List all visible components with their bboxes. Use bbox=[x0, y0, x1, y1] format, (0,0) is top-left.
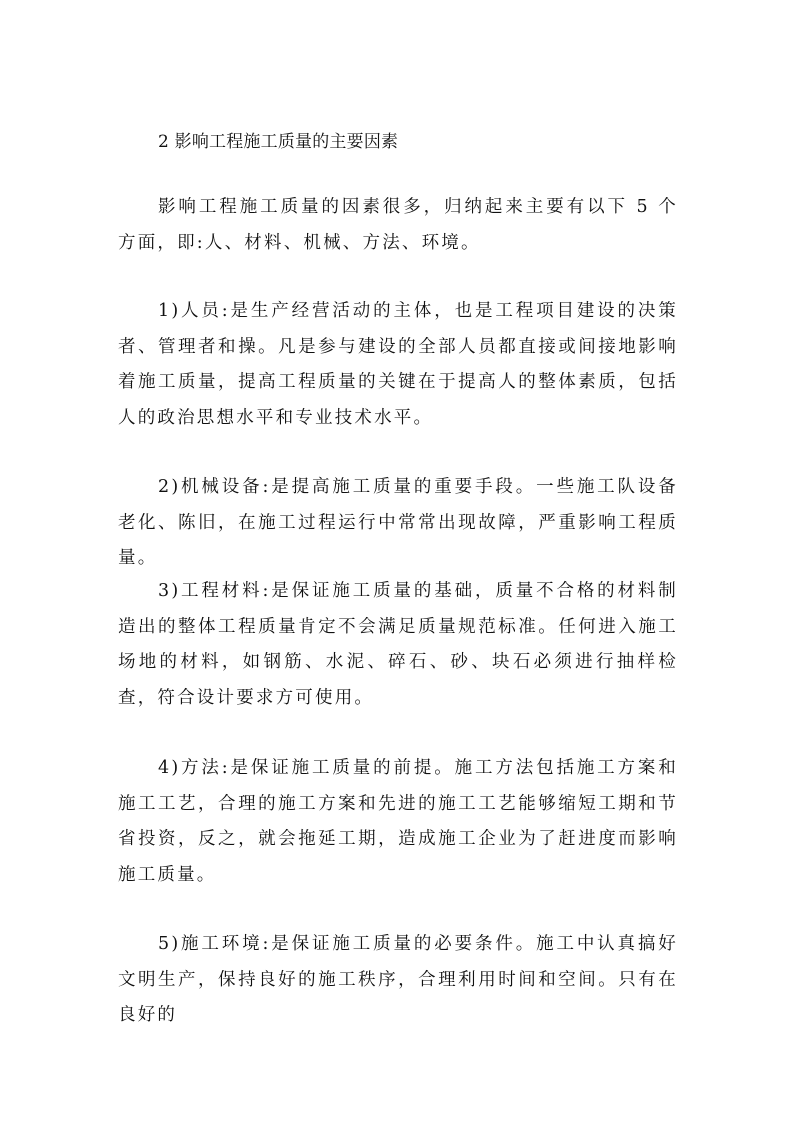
paragraph-methods: 4)方法:是保证施工质量的前提。施工方法包括施工方案和施工工艺，合理的施工方案和先进的施工工艺能够缩短工期和节省投资，反之，就会拖延工期，造成施工企业为了赶进度而影响施工质量。 bbox=[118, 758, 678, 885]
paragraph-intro: 影响工程施工质量的因素很多，归纳起来主要有以下 5 个方面，即:人、材料、机械、方法、环境。 bbox=[118, 197, 678, 253]
paragraph-materials: 3)工程材料:是保证施工质量的基础，质量不合格的材料制造出的整体工程质量肯定不会满足质量规范标准。任何进入施工场地的材料，如钢筋、水泥、碎石、砂、块石必须进行抽样检查，符合设计要求方可使用。 bbox=[118, 581, 678, 708]
paragraph-environment: 5)施工环境:是保证施工质量的必要条件。施工中认真搞好文明生产，保持良好的施工秩序，合理利用时间和空间。只有在良好的 bbox=[118, 934, 678, 1025]
section-heading: 2 影响工程施工质量的主要因素 bbox=[158, 132, 399, 152]
paragraph-machinery: 2)机械设备:是提高施工质量的重要手段。一些施工队设备老化、陈旧，在施工过程运行中常常出现故障，严重影响工程质量。 bbox=[118, 477, 678, 568]
paragraph-personnel: 1)人员:是生产经营活动的主体，也是工程项目建设的决策者、管理者和操。凡是参与建设的全部人员都直接或间接地影响着施工质量，提高工程质量的关键在于提高人的整体素质，包括人的政治思想水平和专业技术水平。 bbox=[118, 301, 678, 428]
